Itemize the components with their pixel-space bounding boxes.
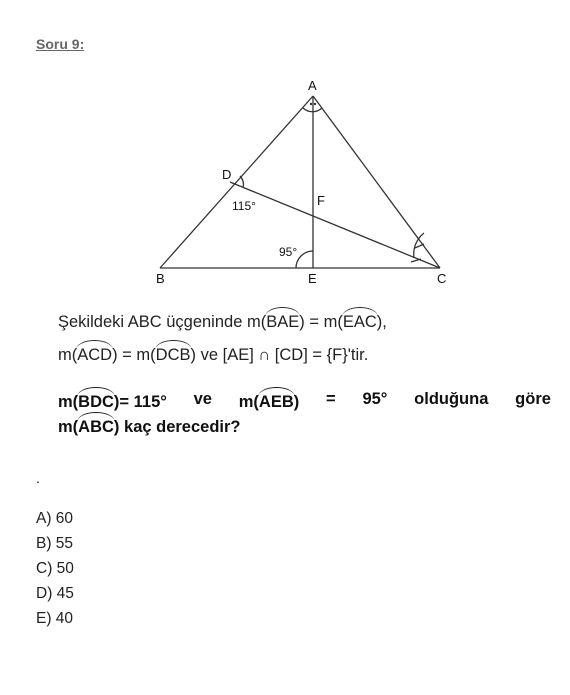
label-c: C: [437, 271, 447, 286]
angle-label-aeb: 95°: [279, 245, 298, 259]
q-part-aeb: m(AEB): [239, 390, 300, 412]
q-equals: =: [326, 390, 336, 408]
label-b: B: [156, 271, 165, 286]
option-a[interactable]: A) 60: [36, 510, 74, 527]
label-d: D: [222, 167, 232, 182]
bdc-value: 115°: [133, 393, 167, 411]
m-text: m: [58, 346, 72, 364]
label-a: A: [308, 78, 317, 93]
statement-line-2: m(ACD) = m(DCB) ve [AE] ∩ [CD] = {F}'tir.: [58, 343, 368, 365]
angle-tick-c1: [415, 244, 424, 248]
option-b[interactable]: B) 55: [36, 535, 74, 552]
angle-arc-c: [414, 233, 424, 258]
separator-dot: .: [36, 470, 40, 486]
question-tail: kaç derecedir?: [124, 418, 241, 436]
arc-bae: BAE: [266, 310, 299, 332]
q-word-olduguna: olduğuna: [414, 390, 489, 408]
arc-acd: ACD: [77, 343, 112, 365]
arc-eac: EAC: [343, 310, 377, 332]
q-word-gore: göre: [515, 390, 551, 408]
angle-tick-c2: [411, 259, 421, 262]
angle-mark-dot: [310, 103, 312, 105]
q-word-ve: ve: [193, 390, 212, 408]
question-line-1: [58, 390, 551, 412]
m-text: m: [323, 313, 338, 331]
question-title-link[interactable]: Soru 9:: [36, 36, 85, 52]
arc-aeb: AEB: [259, 390, 294, 412]
option-c[interactable]: C) 50: [36, 560, 74, 577]
aeb-value: 95°: [362, 390, 388, 408]
triangle-figure: [140, 74, 460, 294]
statement-line-1: Şekildeki ABC üçgeninde m(BAE) = m(EAC),: [58, 310, 387, 332]
option-d[interactable]: D) 45: [36, 585, 74, 602]
arc-abc: ABC: [78, 415, 114, 437]
option-e[interactable]: E) 40: [36, 610, 74, 627]
m-text: m: [246, 313, 261, 331]
statement-prefix: Şekildeki ABC üçgeninde: [58, 313, 243, 331]
question-line-2: m(ABC) kaç derecedir?: [58, 415, 551, 437]
side-ab: [160, 96, 313, 268]
label-f: F: [317, 193, 325, 208]
statement-suffix: ve [AE] ∩ [CD] = {F}'tir.: [200, 346, 369, 364]
arc-dcb: DCB: [156, 343, 191, 365]
angle-label-bdc: 115°: [232, 199, 256, 213]
arc-bdc: BDC: [78, 390, 114, 412]
q-part-bdc: m(BDC)= 115°: [58, 390, 167, 412]
angle-arc-e: [296, 251, 313, 268]
angle-mark-dot: [314, 103, 316, 105]
answer-options: [36, 510, 74, 635]
label-e: E: [308, 271, 317, 286]
m-text: m: [136, 346, 151, 364]
